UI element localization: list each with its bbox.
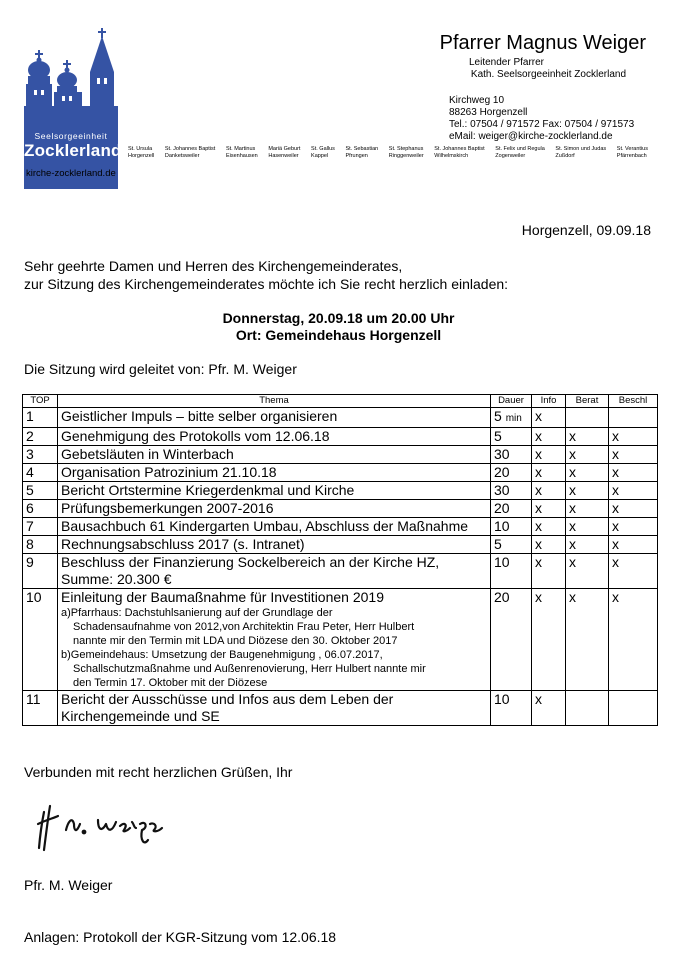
signature-name: Pfr. M. Weiger bbox=[24, 877, 113, 893]
cell-top: 1 bbox=[23, 408, 58, 428]
cell-info: x bbox=[532, 536, 566, 554]
cell-top: 10 bbox=[23, 589, 58, 691]
parish-item: St. Johannes Baptist Wilhelmskirch bbox=[434, 146, 485, 159]
cell-topic: Rechnungsabschluss 2017 (s. Intranet) bbox=[58, 536, 491, 554]
table-row bbox=[23, 691, 658, 726]
parish-item: St. Verantius Pfärrenbach bbox=[616, 146, 648, 159]
handwritten-signature bbox=[36, 800, 166, 860]
logo-line1: Seelsorgeeinheit bbox=[34, 131, 108, 141]
col-header-advice: Berat bbox=[566, 395, 609, 408]
cell-info: x bbox=[532, 482, 566, 500]
cell-duration: 5 min bbox=[491, 408, 532, 428]
table-row bbox=[23, 500, 658, 518]
invitation-text: zur Sitzung des Kirchengemeinderates möchte ich Sie recht herzlich einladen: bbox=[24, 276, 509, 292]
cell-top: 2 bbox=[23, 428, 58, 446]
cell-info: x bbox=[532, 428, 566, 446]
topic-details: a)Pfarrhaus: Dachstuhlsanierung auf der Grundlage der Schadensaufnahme von 2012,von Architektin Frau Peter, Herr Hulbert nannte mir den Termin mit LDA und Diözese den 30. Oktober 2017 b)Gemeindehaus: Umsetzung der Baugenehmigung , 06.07.2017, Schallschutzmaßnahme und Außenrenovierung, Herr Hulbert nannte mir den Termin 17. Oktober mit der Diözese bbox=[61, 607, 426, 689]
table-row bbox=[23, 518, 658, 536]
cell-info: x bbox=[532, 554, 566, 589]
cell-topic: Bausachbuch 61 Kindergarten Umbau, Abschluss der Maßnahme bbox=[58, 518, 491, 536]
attachments: Anlagen: Protokoll der KGR-Sitzung vom 12.06.18 bbox=[24, 929, 337, 945]
place-date: Horgenzell, 09.09.18 bbox=[521, 222, 651, 238]
cell-advice: x bbox=[566, 518, 609, 536]
topic-title: Einleitung der Baumaßnahme für Investitionen 2019 bbox=[61, 589, 384, 605]
parish-item: St. Johannes Baptist Danketsweiler bbox=[164, 146, 216, 159]
cell-duration: 30 bbox=[491, 446, 532, 464]
cell-topic bbox=[58, 589, 491, 691]
cell-duration: 5 bbox=[491, 536, 532, 554]
cell-decision: x bbox=[609, 518, 658, 536]
cell-top: 7 bbox=[23, 518, 58, 536]
agenda-table bbox=[22, 394, 658, 726]
table-row bbox=[23, 428, 658, 446]
cell-duration: 20 bbox=[491, 464, 532, 482]
parish-item: St. Gallus Kappel bbox=[311, 146, 335, 159]
cell-info: x bbox=[532, 500, 566, 518]
parish-item: Mariä Geburt Hasenweiler bbox=[268, 146, 301, 159]
table-row bbox=[23, 408, 658, 428]
cell-topic: Organisation Patrozinium 21.10.18 bbox=[58, 464, 491, 482]
cell-advice: x bbox=[566, 446, 609, 464]
meeting-date: Donnerstag, 20.09.18 um 20.00 Uhr bbox=[222, 310, 455, 326]
cell-decision: x bbox=[609, 464, 658, 482]
table-row bbox=[23, 464, 658, 482]
table-row bbox=[23, 482, 658, 500]
table-row bbox=[23, 554, 658, 589]
cell-top: 5 bbox=[23, 482, 58, 500]
unit-name: Kath. Seelsorgeeinheit Zocklerland bbox=[470, 69, 626, 80]
cell-duration: 10 bbox=[491, 691, 532, 726]
cell-advice: x bbox=[566, 482, 609, 500]
parish-list bbox=[128, 146, 648, 160]
parish-item: St. Stephanus Ringgenweiler bbox=[388, 146, 424, 159]
cell-topic: Beschluss der Finanzierung Sockelbereich an der Kirche HZ, Summe: 20.300 € bbox=[58, 554, 491, 589]
email: eMail: weiger@kirche-zocklerland.de bbox=[449, 131, 613, 142]
church-towers-icon bbox=[24, 28, 120, 128]
cell-topic: Geistlicher Impuls – bitte selber organisieren bbox=[58, 408, 491, 428]
cell-decision: x bbox=[609, 500, 658, 518]
cell-info: x bbox=[532, 464, 566, 482]
cell-advice: x bbox=[566, 536, 609, 554]
cell-top: 4 bbox=[23, 464, 58, 482]
parish-item: St. Ursula Horgenzell bbox=[128, 146, 155, 159]
pastor-role: Leitender Pfarrer bbox=[468, 57, 545, 68]
cell-decision: x bbox=[609, 536, 658, 554]
table-row bbox=[23, 536, 658, 554]
cell-decision bbox=[609, 408, 658, 428]
cell-advice bbox=[566, 691, 609, 726]
cell-advice: x bbox=[566, 464, 609, 482]
cell-top: 6 bbox=[23, 500, 58, 518]
meeting-chair: Die Sitzung wird geleitet von: Pfr. M. Weiger bbox=[24, 361, 297, 377]
cell-decision: x bbox=[609, 482, 658, 500]
parish-item: St. Simon und Judas Zußdorf bbox=[555, 146, 607, 159]
cell-info: x bbox=[532, 589, 566, 691]
col-header-decision: Beschl bbox=[609, 395, 658, 408]
cell-decision: x bbox=[609, 589, 658, 691]
cell-decision: x bbox=[609, 428, 658, 446]
cell-top: 11 bbox=[23, 691, 58, 726]
cell-advice: x bbox=[566, 589, 609, 691]
cell-duration: 5 bbox=[491, 428, 532, 446]
parish-item: St. Felix und Regula Zogenweiler bbox=[495, 146, 545, 159]
phone-fax: Tel.: 07504 / 971572 Fax: 07504 / 971573 bbox=[449, 119, 635, 130]
table-row bbox=[23, 589, 658, 691]
cell-advice: x bbox=[566, 554, 609, 589]
col-header-topic: Thema bbox=[58, 395, 491, 408]
cell-duration: 10 bbox=[491, 518, 532, 536]
logo-website: kirche-zocklerland.de bbox=[26, 168, 116, 179]
col-header-top: TOP bbox=[23, 395, 58, 408]
cell-info: x bbox=[532, 518, 566, 536]
closing-text: Verbunden mit recht herzlichen Grüßen, Ihr bbox=[24, 764, 293, 780]
cell-advice: x bbox=[566, 500, 609, 518]
cell-topic: Genehmigung des Protokolls vom 12.06.18 bbox=[58, 428, 491, 446]
cell-duration: 30 bbox=[491, 482, 532, 500]
cell-info: x bbox=[532, 408, 566, 428]
cell-topic: Bericht der Ausschüsse und Infos aus dem Leben der Kirchengemeinde und SE bbox=[58, 691, 491, 726]
cell-top: 9 bbox=[23, 554, 58, 589]
logo-line2: Zocklerland bbox=[24, 141, 122, 160]
address-street: Kirchweg 10 bbox=[449, 95, 505, 106]
parish-item: St. Sebastian Pfrungen bbox=[345, 146, 379, 159]
meeting-location: Ort: Gemeindehaus Horgenzell bbox=[235, 327, 442, 343]
cell-info: x bbox=[532, 691, 566, 726]
cell-top: 8 bbox=[23, 536, 58, 554]
cell-topic: Prüfungsbemerkungen 2007-2016 bbox=[58, 500, 491, 518]
cell-top: 3 bbox=[23, 446, 58, 464]
cell-decision: x bbox=[609, 554, 658, 589]
col-header-duration: Dauer bbox=[491, 395, 532, 408]
cell-advice: x bbox=[566, 428, 609, 446]
table-row bbox=[23, 446, 658, 464]
salutation: Sehr geehrte Damen und Herren des Kirchengemeinderates, bbox=[24, 258, 403, 274]
cell-info: x bbox=[532, 446, 566, 464]
cell-topic: Gebetsläuten in Winterbach bbox=[58, 446, 491, 464]
cell-duration: 10 bbox=[491, 554, 532, 589]
cell-advice bbox=[566, 408, 609, 428]
pastor-name: Pfarrer Magnus Weiger bbox=[439, 32, 646, 54]
cell-decision bbox=[609, 691, 658, 726]
address-city: 88263 Horgenzell bbox=[449, 107, 528, 118]
cell-duration: 20 bbox=[491, 589, 532, 691]
cell-topic: Bericht Ortstermine Kriegerdenkmal und Kirche bbox=[58, 482, 491, 500]
col-header-info: Info bbox=[532, 395, 566, 408]
table-header-row bbox=[23, 395, 658, 408]
cell-decision: x bbox=[609, 446, 658, 464]
cell-duration: 20 bbox=[491, 500, 532, 518]
parish-item: St. Martinus Eisenhausen bbox=[225, 146, 258, 159]
